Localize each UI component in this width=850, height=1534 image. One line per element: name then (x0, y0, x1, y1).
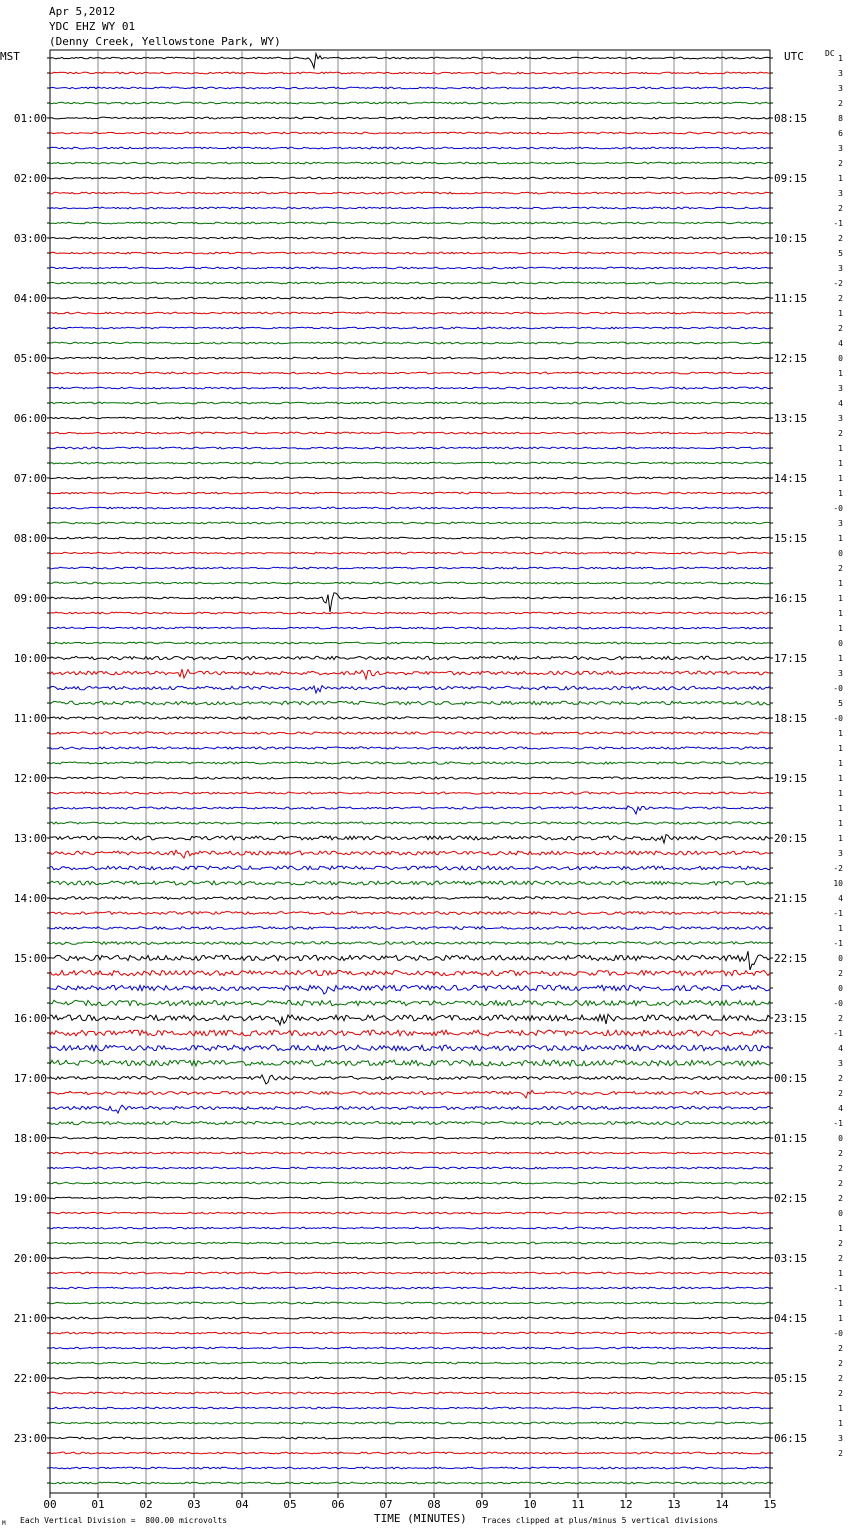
trace-line-row-32 (50, 537, 770, 539)
hour-label-utc: 19:15 (774, 772, 808, 785)
x-tick-label: 03 (187, 1498, 201, 1511)
dc-offset-label: 3 (838, 84, 843, 93)
hour-label-mst: 09:00 (13, 592, 47, 605)
trace-line-row-80 (50, 1257, 770, 1259)
hour-label-mst: 13:00 (13, 832, 47, 845)
trace-line-row-17 (50, 312, 770, 314)
hour-label-utc: 03:15 (774, 1252, 808, 1265)
trace-line-row-52 (50, 835, 770, 843)
hour-label-mst: 11:00 (13, 712, 47, 725)
dc-offset-label: 2 (838, 159, 843, 168)
dc-offset-label: -0 (833, 714, 843, 723)
trace-line-row-46 (50, 747, 770, 749)
dc-offset-label: 2 (838, 1149, 843, 1158)
trace-line-row-12 (50, 237, 770, 239)
trace-line-row-89 (50, 1392, 770, 1394)
hour-label-utc: 18:15 (774, 712, 808, 725)
hour-label-utc: 11:15 (774, 292, 808, 305)
trace-line-row-76 (50, 1197, 770, 1199)
dc-offset-label: 2 (838, 1194, 843, 1203)
hour-label-mst: 04:00 (13, 292, 47, 305)
trace-line-row-86 (50, 1347, 770, 1349)
trace-line-row-0 (50, 54, 770, 68)
hour-label-utc: 10:15 (774, 232, 808, 245)
trace-line-row-14 (50, 267, 770, 269)
dc-offset-label: 0 (838, 549, 843, 558)
dc-offset-label: 1 (838, 444, 843, 453)
hour-label-utc: 08:15 (774, 112, 808, 125)
dc-offset-label: -1 (833, 1284, 843, 1293)
dc-offset-label: 3 (838, 849, 843, 858)
dc-offset-label: 4 (838, 894, 843, 903)
dc-offset-label: 1 (838, 459, 843, 468)
dc-offset-label: 5 (838, 249, 843, 258)
hour-label-utc: 04:15 (774, 1312, 808, 1325)
hour-label-mst: 17:00 (13, 1072, 47, 1085)
station-code: YDC EHZ WY 01 (49, 20, 136, 33)
hour-label-utc: 20:15 (774, 832, 808, 845)
hour-label-utc: 12:15 (774, 352, 808, 365)
dc-offset-label: 1 (838, 579, 843, 588)
x-tick-label: 02 (139, 1498, 153, 1511)
trace-line-row-92 (50, 1437, 770, 1439)
dc-offset-label: 4 (838, 339, 843, 348)
trace-line-row-34 (50, 567, 770, 569)
x-tick-label: 14 (715, 1498, 729, 1511)
trace-line-row-42 (50, 686, 770, 693)
trace-line-row-16 (50, 297, 770, 299)
trace-line-row-25 (50, 432, 770, 434)
dc-offset-label: 10 (833, 879, 843, 888)
dc-offset-label: 1 (838, 1404, 843, 1413)
dc-offset-label: 4 (838, 1044, 843, 1053)
dc-offset-label: 0 (838, 984, 843, 993)
dc-offset-label: 2 (838, 1359, 843, 1368)
dc-offset-label: 1 (838, 1269, 843, 1278)
trace-line-row-41 (50, 669, 770, 679)
hour-label-utc: 17:15 (774, 652, 808, 665)
chart-date: Apr 5,2012 (49, 5, 116, 18)
trace-line-row-82 (50, 1287, 770, 1289)
trace-line-row-81 (50, 1272, 770, 1274)
dc-offset-label: 2 (838, 1239, 843, 1248)
dc-offset-label: 1 (838, 789, 843, 798)
dc-offset-label: 0 (838, 639, 843, 648)
trace-line-row-44 (50, 717, 770, 719)
hour-label-utc: 14:15 (774, 472, 808, 485)
corner-mark: M (2, 1520, 6, 1527)
trace-line-row-18 (50, 327, 770, 329)
trace-line-row-39 (50, 642, 770, 644)
trace-line-row-71 (50, 1121, 770, 1124)
dc-offset-label: 2 (838, 1254, 843, 1263)
trace-line-row-75 (50, 1182, 770, 1184)
dc-offset-label: 3 (838, 144, 843, 153)
trace-line-row-5 (50, 132, 770, 134)
trace-line-row-43 (50, 701, 770, 705)
dc-offset-label: 1 (838, 1419, 843, 1428)
trace-line-row-45 (50, 732, 770, 734)
trace-line-row-36 (50, 593, 770, 612)
trace-line-row-91 (50, 1422, 770, 1424)
dc-offset-label: 1 (838, 474, 843, 483)
station-location: (Denny Creek, Yellowstone Park, WY) (49, 35, 281, 48)
x-tick-label: 01 (91, 1498, 105, 1511)
hour-label-mst: 01:00 (13, 112, 47, 125)
trace-line-row-33 (50, 552, 770, 554)
trace-line-row-60 (50, 951, 770, 970)
dc-offset-label: 3 (838, 264, 843, 273)
trace-line-row-55 (50, 881, 770, 885)
trace-line-row-58 (50, 927, 770, 930)
x-tick-label: 10 (523, 1498, 537, 1511)
dc-offset-label: 2 (838, 969, 843, 978)
x-tick-label: 05 (283, 1498, 297, 1511)
trace-line-row-65 (50, 1030, 770, 1036)
left-timezone-label: MST (0, 50, 20, 63)
trace-line-row-27 (50, 462, 770, 464)
trace-line-row-48 (50, 777, 770, 779)
dc-offset-label: -1 (833, 1119, 843, 1128)
trace-line-row-10 (50, 207, 770, 209)
trace-line-row-59 (50, 942, 770, 945)
clip-note: Traces clipped at plus/minus 5 vertical divisions (482, 1516, 719, 1525)
dc-offset-label: -0 (833, 1329, 843, 1338)
trace-line-row-19 (50, 342, 770, 344)
right-timezone-label: UTC (784, 50, 804, 63)
x-tick-label: 13 (667, 1498, 681, 1511)
dc-offset-label: 4 (838, 1104, 843, 1113)
trace-line-row-72 (50, 1137, 770, 1139)
trace-line-row-78 (50, 1227, 770, 1229)
hour-label-mst: 07:00 (13, 472, 47, 485)
hour-label-mst: 22:00 (13, 1372, 47, 1385)
trace-line-row-2 (50, 87, 770, 89)
trace-line-row-30 (50, 507, 770, 509)
dc-offset-label: 2 (838, 204, 843, 213)
dc-offset-label: 1 (838, 624, 843, 633)
trace-line-row-29 (50, 492, 770, 494)
trace-line-row-73 (50, 1152, 770, 1154)
trace-line-row-61 (50, 970, 770, 975)
dc-offset-label: 1 (838, 804, 843, 813)
dc-offset-label: -2 (833, 864, 843, 873)
hour-label-mst: 08:00 (13, 532, 47, 545)
x-tick-label: 12 (619, 1498, 633, 1511)
dc-offset-label: 3 (838, 414, 843, 423)
trace-line-row-40 (50, 656, 770, 660)
trace-line-row-3 (50, 102, 770, 104)
dc-column-label: DC (825, 49, 835, 58)
dc-offset-label: -1 (833, 219, 843, 228)
dc-offset-label: -0 (833, 999, 843, 1008)
hour-label-utc: 06:15 (774, 1432, 808, 1445)
dc-offset-label: 2 (838, 99, 843, 108)
x-axis-label: TIME (MINUTES) (374, 1512, 467, 1525)
trace-line-row-23 (50, 402, 770, 404)
hour-label-mst: 10:00 (13, 652, 47, 665)
trace-line-row-31 (50, 522, 770, 524)
dc-offset-label: -2 (833, 279, 843, 288)
hour-label-utc: 13:15 (774, 412, 808, 425)
x-tick-label: 00 (43, 1498, 57, 1511)
trace-line-row-20 (50, 357, 770, 359)
hour-label-utc: 02:15 (774, 1192, 808, 1205)
trace-line-row-68 (50, 1075, 770, 1084)
trace-line-row-35 (50, 582, 770, 584)
dc-offset-label: 1 (838, 594, 843, 603)
dc-offset-label: 1 (838, 729, 843, 738)
dc-offset-label: 1 (838, 534, 843, 543)
trace-line-row-57 (50, 912, 770, 915)
dc-offset-label: 2 (838, 1389, 843, 1398)
trace-line-row-63 (50, 1000, 770, 1005)
x-tick-label: 09 (475, 1498, 489, 1511)
trace-line-row-11 (50, 222, 770, 224)
trace-line-row-4 (50, 117, 770, 119)
trace-line-row-53 (50, 850, 770, 858)
dc-offset-label: -0 (833, 684, 843, 693)
trace-line-row-22 (50, 387, 770, 389)
trace-line-row-50 (50, 806, 770, 814)
dc-offset-label: 2 (838, 1089, 843, 1098)
dc-offset-label: 2 (838, 1074, 843, 1083)
hour-label-mst: 15:00 (13, 952, 47, 965)
x-tick-label: 04 (235, 1498, 249, 1511)
dc-offset-label: 2 (838, 1449, 843, 1458)
dc-offset-label: 1 (838, 744, 843, 753)
dc-offset-label: 1 (838, 654, 843, 663)
hour-label-mst: 21:00 (13, 1312, 47, 1325)
dc-offset-label: 1 (838, 369, 843, 378)
dc-offset-label: 2 (838, 234, 843, 243)
trace-line-row-56 (50, 897, 770, 900)
trace-line-row-69 (50, 1090, 770, 1098)
dc-offset-label: 5 (838, 699, 843, 708)
dc-offset-label: 2 (838, 1344, 843, 1353)
hour-label-utc: 09:15 (774, 172, 808, 185)
hour-label-mst: 02:00 (13, 172, 47, 185)
trace-line-row-24 (50, 417, 770, 419)
hour-label-mst: 06:00 (13, 412, 47, 425)
trace-line-row-94 (50, 1467, 770, 1469)
hour-label-mst: 16:00 (13, 1012, 47, 1025)
hour-label-mst: 19:00 (13, 1192, 47, 1205)
dc-offset-label: -0 (833, 504, 843, 513)
trace-line-row-7 (50, 162, 770, 164)
trace-line-row-64 (50, 1014, 770, 1025)
trace-line-row-67 (50, 1060, 770, 1066)
dc-offset-label: 8 (838, 114, 843, 123)
hour-label-utc: 01:15 (774, 1132, 808, 1145)
dc-offset-label: -1 (833, 909, 843, 918)
trace-line-row-1 (50, 72, 770, 74)
trace-line-row-9 (50, 192, 770, 194)
dc-offset-label: 1 (838, 1299, 843, 1308)
dc-offset-label: 3 (838, 1059, 843, 1068)
trace-line-row-74 (50, 1167, 770, 1169)
vertical-division-note: Each Vertical Division = 800.00 microvolts (20, 1516, 228, 1525)
trace-line-row-13 (50, 252, 770, 254)
dc-offset-label: 3 (838, 519, 843, 528)
trace-line-row-15 (50, 282, 770, 284)
hour-label-mst: 12:00 (13, 772, 47, 785)
dc-offset-label: 6 (838, 129, 843, 138)
hour-label-utc: 15:15 (774, 532, 808, 545)
hour-label-utc: 00:15 (774, 1072, 808, 1085)
dc-offset-label: 1 (838, 609, 843, 618)
trace-line-row-62 (50, 985, 770, 994)
trace-line-row-95 (50, 1482, 770, 1484)
trace-line-row-28 (50, 477, 770, 479)
dc-offset-label: 3 (838, 384, 843, 393)
x-tick-label: 06 (331, 1498, 345, 1511)
trace-line-row-51 (50, 822, 770, 824)
hour-label-mst: 18:00 (13, 1132, 47, 1145)
dc-offset-label: 3 (838, 189, 843, 198)
trace-line-row-21 (50, 372, 770, 374)
hour-label-mst: 20:00 (13, 1252, 47, 1265)
dc-offset-label: 4 (838, 399, 843, 408)
dc-offset-label: 2 (838, 294, 843, 303)
hour-label-mst: 14:00 (13, 892, 47, 905)
dc-offset-label: 1 (838, 924, 843, 933)
trace-line-row-70 (50, 1105, 770, 1113)
dc-offset-label: 2 (838, 564, 843, 573)
dc-offset-label: 0 (838, 1134, 843, 1143)
trace-line-row-8 (50, 177, 770, 179)
dc-offset-label: 2 (838, 1179, 843, 1188)
plot-frame (50, 50, 770, 1493)
trace-line-row-49 (50, 792, 770, 794)
dc-offset-label: 3 (838, 69, 843, 78)
hour-label-utc: 16:15 (774, 592, 808, 605)
dc-offset-label: 1 (838, 174, 843, 183)
trace-line-row-83 (50, 1302, 770, 1304)
hour-label-mst: 03:00 (13, 232, 47, 245)
trace-line-row-85 (50, 1332, 770, 1334)
trace-line-row-47 (50, 762, 770, 764)
dc-offset-label: 0 (838, 354, 843, 363)
dc-offset-label: 1 (838, 309, 843, 318)
x-tick-label: 07 (379, 1498, 393, 1511)
dc-offset-label: -1 (833, 1029, 843, 1038)
dc-offset-label: 1 (838, 759, 843, 768)
dc-offset-label: 2 (838, 1164, 843, 1173)
hour-label-utc: 23:15 (774, 1012, 808, 1025)
trace-line-row-79 (50, 1242, 770, 1244)
trace-line-row-26 (50, 447, 770, 449)
dc-offset-label: 3 (838, 669, 843, 678)
trace-line-row-38 (50, 627, 770, 629)
hour-label-mst: 23:00 (13, 1432, 47, 1445)
dc-offset-label: 2 (838, 324, 843, 333)
trace-line-row-54 (50, 866, 770, 870)
dc-offset-label: 1 (838, 774, 843, 783)
trace-line-row-90 (50, 1407, 770, 1409)
hour-label-mst: 05:00 (13, 352, 47, 365)
hour-label-utc: 05:15 (774, 1372, 808, 1385)
dc-offset-label: 3 (838, 1434, 843, 1443)
trace-line-row-93 (50, 1452, 770, 1454)
dc-offset-label: 1 (838, 54, 843, 63)
trace-line-row-77 (50, 1212, 770, 1214)
dc-offset-label: -1 (833, 939, 843, 948)
dc-offset-label: 0 (838, 954, 843, 963)
dc-offset-label: 1 (838, 1314, 843, 1323)
x-tick-label: 15 (763, 1498, 777, 1511)
trace-line-row-87 (50, 1362, 770, 1364)
trace-line-row-6 (50, 147, 770, 149)
trace-line-row-84 (50, 1317, 770, 1319)
trace-line-row-37 (50, 612, 770, 614)
dc-offset-label: 1 (838, 489, 843, 498)
dc-offset-label: 0 (838, 1209, 843, 1218)
trace-line-row-88 (50, 1377, 770, 1379)
trace-line-row-66 (50, 1045, 770, 1051)
dc-offset-label: 2 (838, 429, 843, 438)
dc-offset-label: 1 (838, 834, 843, 843)
dc-offset-label: 1 (838, 1224, 843, 1233)
dc-offset-label: 2 (838, 1014, 843, 1023)
x-tick-label: 08 (427, 1498, 441, 1511)
hour-label-utc: 22:15 (774, 952, 808, 965)
dc-offset-label: 2 (838, 1374, 843, 1383)
dc-offset-label: 1 (838, 819, 843, 828)
hour-label-utc: 21:15 (774, 892, 808, 905)
x-tick-label: 11 (571, 1498, 585, 1511)
